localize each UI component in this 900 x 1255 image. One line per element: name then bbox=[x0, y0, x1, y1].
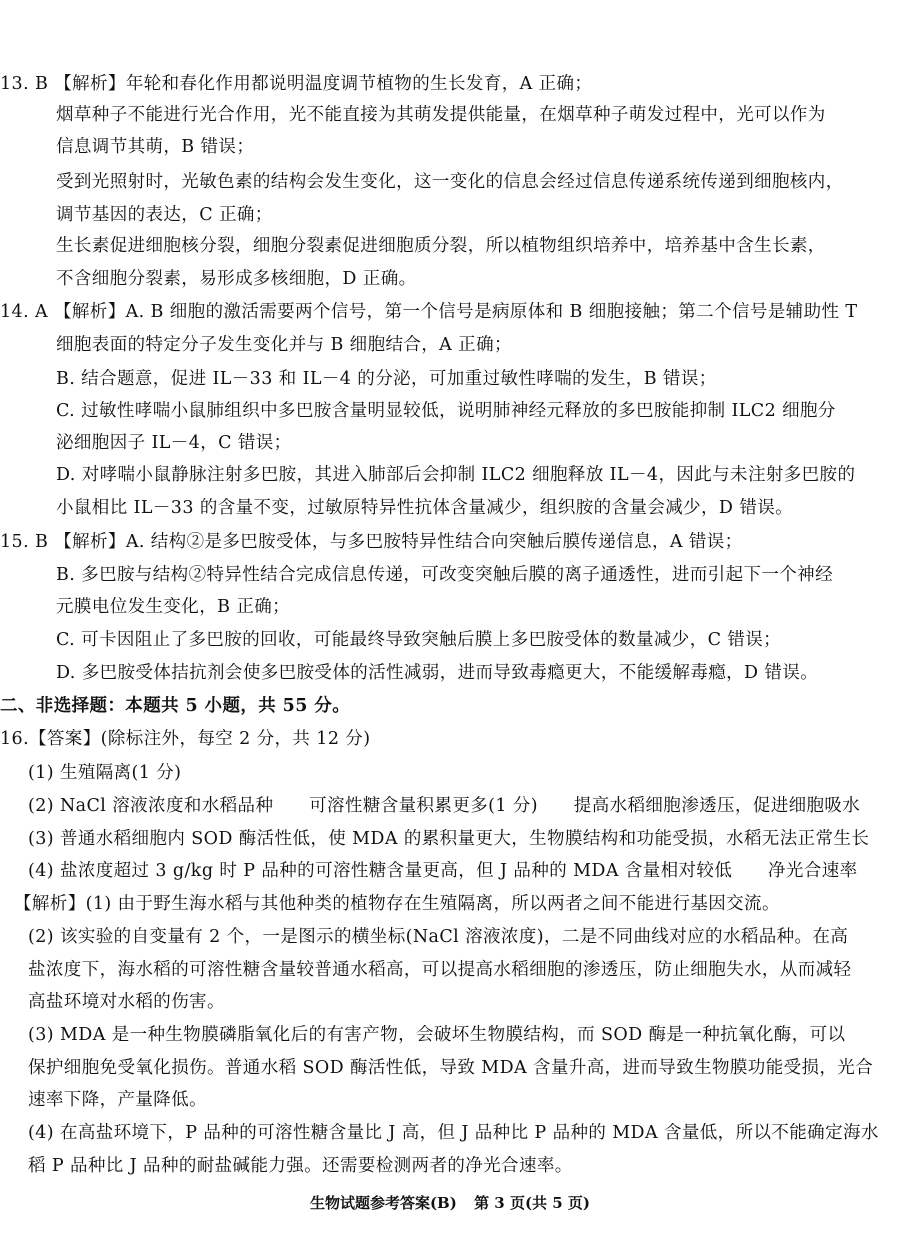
q13-line-6: 生长素促进细胞核分裂，细胞分裂素促进细胞质分裂，所以植物组织培养中，培养基中含生长素， bbox=[56, 236, 826, 256]
q15-line-2: B. 多巴胺与结构②特异性结合完成信息传递，可改变突触后膜的离子通透性，进而引起下一个神经 bbox=[56, 565, 833, 585]
q16-explain-6: 保护细胞免受氧化损伤。普通水稻 SOD 酶活性低，导致 MDA 含量升高，进而导致生物膜功能受损，光合 bbox=[28, 1058, 874, 1078]
q16-explain-8: (4) 在高盐环境下，P 品种的可溶性糖含量比 J 高，但 J 品种比 P 品种的 MDA 含量低，所以不能确定海水 bbox=[28, 1123, 879, 1143]
q16-explain-1: 【解析】(1) 由于野生海水稻与其他种类的植物存在生殖隔离，所以两者之间不能进行基因交流。 bbox=[14, 894, 780, 914]
q16-explain-7: 速率下降，产量降低。 bbox=[28, 1090, 207, 1110]
q16-explain-2: (2) 该实验的自变量有 2 个，一是图示的横坐标(NaCl 溶液浓度)，二是不同曲线对应的水稻品种。在高 bbox=[28, 927, 849, 947]
q14-line-3: B. 结合题意，促进 IL－33 和 IL－4 的分泌，可加重过敏性哮喘的发生，B 错误； bbox=[56, 369, 717, 389]
section-heading: 二、非选择题：本题共 5 小题，共 55 分。 bbox=[0, 696, 351, 716]
q15-line-3: 元膜电位发生变化，B 正确； bbox=[56, 597, 291, 617]
q13-line-2: 烟草种子不能进行光合作用，光不能直接为其萌发提供能量，在烟草种子萌发过程中，光可以作为 bbox=[56, 105, 826, 125]
q14-line-4: C. 过敏性哮喘小鼠肺组织中多巴胺含量明显较低，说明肺神经元释放的多巴胺能抑制 ILC2 细胞分 bbox=[56, 401, 836, 421]
q16-explain-5: (3) MDA 是一种生物膜磷脂氧化后的有害产物，会破坏生物膜结构，而 SOD 酶是一种抗氧化酶，可以 bbox=[28, 1025, 846, 1045]
q13-line-7: 不含细胞分裂素，易形成多核细胞，D 正确。 bbox=[56, 269, 417, 289]
q16-answer-3: (3) 普通水稻细胞内 SOD 酶活性低，使 MDA 的累积量更大，生物膜结构和功能受损，水稻无法正常生长 bbox=[28, 829, 870, 849]
q13-line-5: 调节基因的表达，C 正确； bbox=[56, 205, 273, 225]
q16-answer-header: 16.【答案】(除标注外，每空 2 分，共 12 分) bbox=[0, 729, 371, 749]
q15-line-5: D. 多巴胺受体拮抗剂会使多巴胺受体的活性减弱，进而导致毒瘾更大，不能缓解毒瘾，D 错误。 bbox=[56, 663, 819, 683]
q16-explain-9: 稻 P 品种比 J 品种的耐盐碱能力强。还需要检测两者的净光合速率。 bbox=[28, 1156, 573, 1176]
q16-answer-2: (2) NaCl 溶液浓度和水稻品种 可溶性糖含量积累更多(1 分) 提高水稻细胞渗透压，促进细胞吸水 bbox=[28, 796, 861, 816]
footer-title: 生物试题参考答案(B) bbox=[309, 1194, 457, 1212]
q14-line-2: 细胞表面的特定分子发生变化并与 B 细胞结合，A 正确； bbox=[56, 335, 512, 355]
q14-line-1: 14. A 【解析】A. B 细胞的激活需要两个信号，第一个信号是病原体和 B 细胞接触；第二个信号是辅助性 T bbox=[0, 302, 858, 322]
q16-answer-1: (1) 生殖隔离(1 分) bbox=[28, 763, 182, 783]
footer-page-number: 第 3 页(共 5 页) bbox=[474, 1194, 591, 1212]
q16-explain-4: 高盐环境对水稻的伤害。 bbox=[28, 992, 225, 1012]
q13-line-4: 受到光照射时，光敏色素的结构会发生变化，这一变化的信息会经过信息传递系统传递到细胞核内， bbox=[56, 172, 844, 192]
q15-line-1: 15. B 【解析】A. 结构②是多巴胺受体，与多巴胺特异性结合向突触后膜传递信息，A 错误； bbox=[0, 532, 743, 552]
q14-line-5: 泌细胞因子 IL－4，C 错误； bbox=[56, 433, 292, 453]
q16-answer-4: (4) 盐浓度超过 3 g/kg 时 P 品种的可溶性糖含量更高，但 J 品种的 MDA 含量相对较低 净光合速率 bbox=[28, 861, 858, 881]
q13-line-3: 信息调节其萌，B 错误； bbox=[56, 137, 255, 157]
q13-line-1: 13. B 【解析】年轮和春化作用都说明温度调节植物的生长发育，A 正确； bbox=[0, 74, 593, 94]
q16-explain-3: 盐浓度下，海水稻的可溶性糖含量较普通水稻高，可以提高水稻细胞的渗透压，防止细胞失水，从而减轻 bbox=[28, 960, 852, 980]
q14-line-6: D. 对哮喘小鼠静脉注射多巴胺，其进入肺部后会抑制 ILC2 细胞释放 IL－4，因此与未注射多巴胺的 bbox=[56, 465, 856, 485]
q14-line-7: 小鼠相比 IL－33 的含量不变，过敏原特异性抗体含量减少，组织胺的含量会减少，D 错误。 bbox=[56, 498, 794, 518]
q15-line-4: C. 可卡因阻止了多巴胺的回收，可能最终导致突触后膜上多巴胺受体的数量减少，C 错误； bbox=[56, 630, 782, 650]
page-footer bbox=[0, 1192, 900, 1213]
